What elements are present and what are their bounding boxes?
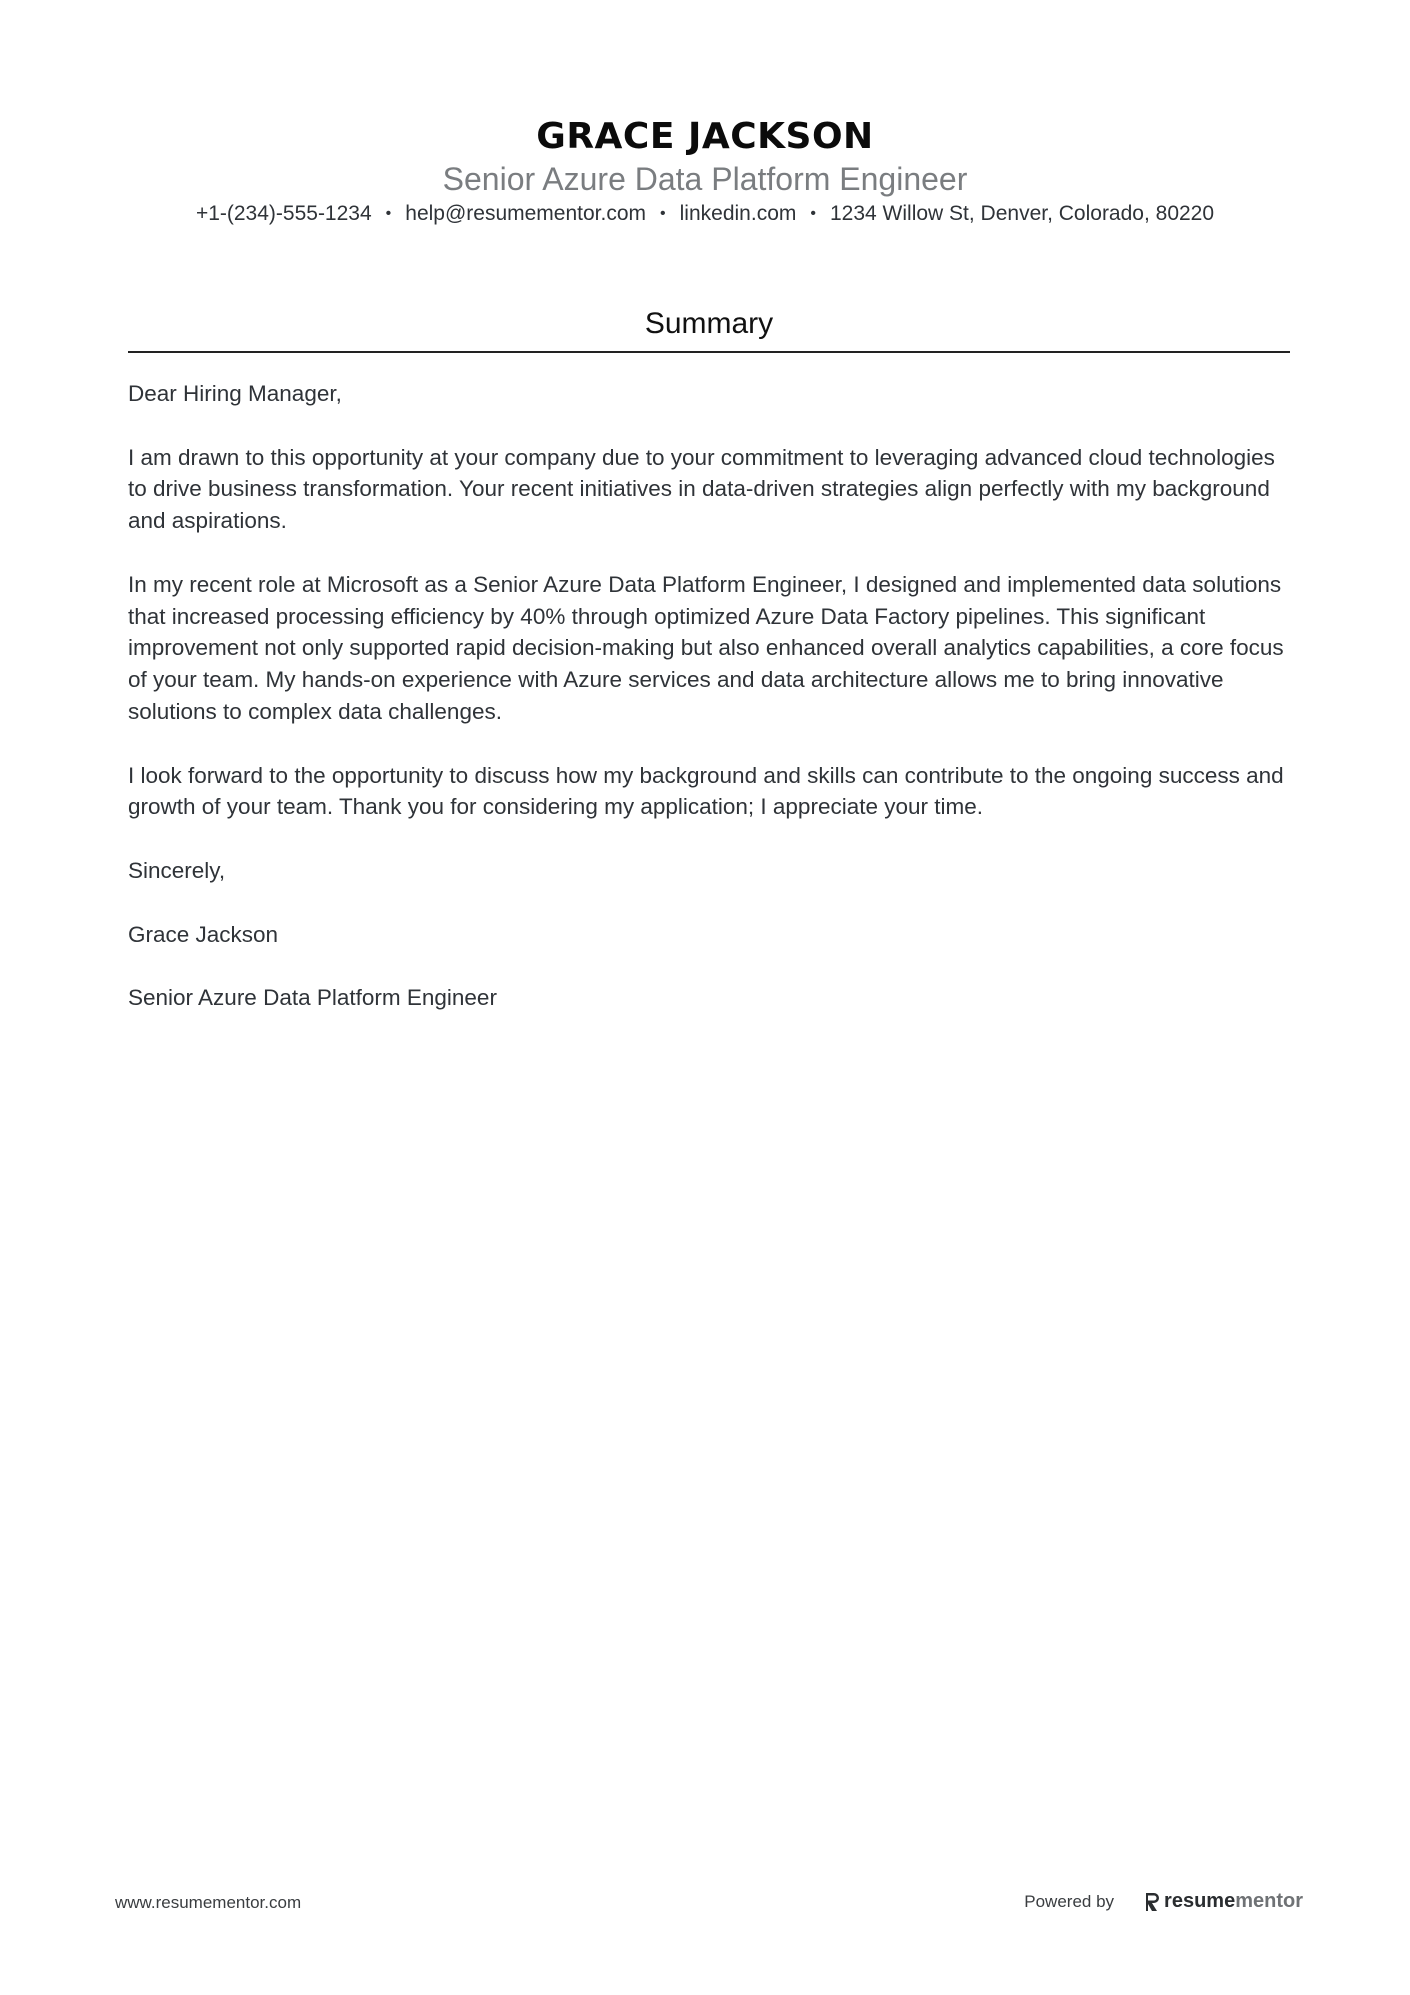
section-title-summary: Summary [644, 307, 774, 340]
brand-name-part2: mentor [1235, 1890, 1303, 1912]
resumementor-logo-icon [1144, 1892, 1160, 1912]
candidate-name: GRACE JACKSON [536, 116, 874, 157]
letter-greeting: Dear Hiring Manager, [128, 381, 342, 406]
candidate-title: Senior Azure Data Platform Engineer [442, 161, 968, 197]
powered-by-label: Powered by [1024, 1891, 1115, 1911]
signature-name: Grace Jackson [128, 921, 279, 947]
contact-email: help@resumementor.com [405, 202, 647, 225]
contact-phone: +1-(234)-555-1234 [195, 202, 372, 225]
contact-separator: • [810, 205, 816, 222]
letter-body [128, 378, 1290, 1046]
brand-name-part1: resume [1164, 1890, 1236, 1912]
contact-address: 1234 Willow St, Denver, Colorado, 80220 [829, 202, 1215, 225]
letter-paragraph: I look forward to the opportunity to discuss how my background and skills can contribute to the ongoing success and growth of your team. Thank you for considering my application; I appreciate your time. [128, 762, 1284, 820]
contact-linkedin: linkedin.com [679, 202, 797, 225]
contact-separator: • [385, 205, 392, 222]
footer-branding [1024, 1890, 1303, 1913]
contact-separator: • [660, 205, 666, 222]
letter-closing: Sincerely, [128, 857, 226, 883]
brand-logo [1144, 1890, 1303, 1913]
section-divider [128, 351, 1290, 353]
letter-header [0, 113, 1410, 229]
signature-title: Senior Azure Data Platform Engineer [128, 985, 497, 1011]
letter-paragraph: I am drawn to this opportunity at your company due to your commitment to leveraging advanced cloud technologies to drive business transformation. Your recent initiatives in data-driven strategies align perfectly with my background and aspirations. [128, 444, 1275, 534]
letter-paragraph: In my recent role at Microsoft as a Senior Azure Data Platform Engineer, I designed and implemented data solutions that increased processing efficiency by 40% through optimized Azure Data Factory pipelines. This significant improvement not only supported rapid decision-making but also enhanced overall analytics capabilities, a core focus of your team. My hands-on experience with Azure services and data architecture allows me to bring innovative solutions to complex data challenges. [128, 571, 1284, 724]
contact-line [0, 199, 1410, 229]
footer-website: www.resumementor.com [115, 1893, 302, 1912]
